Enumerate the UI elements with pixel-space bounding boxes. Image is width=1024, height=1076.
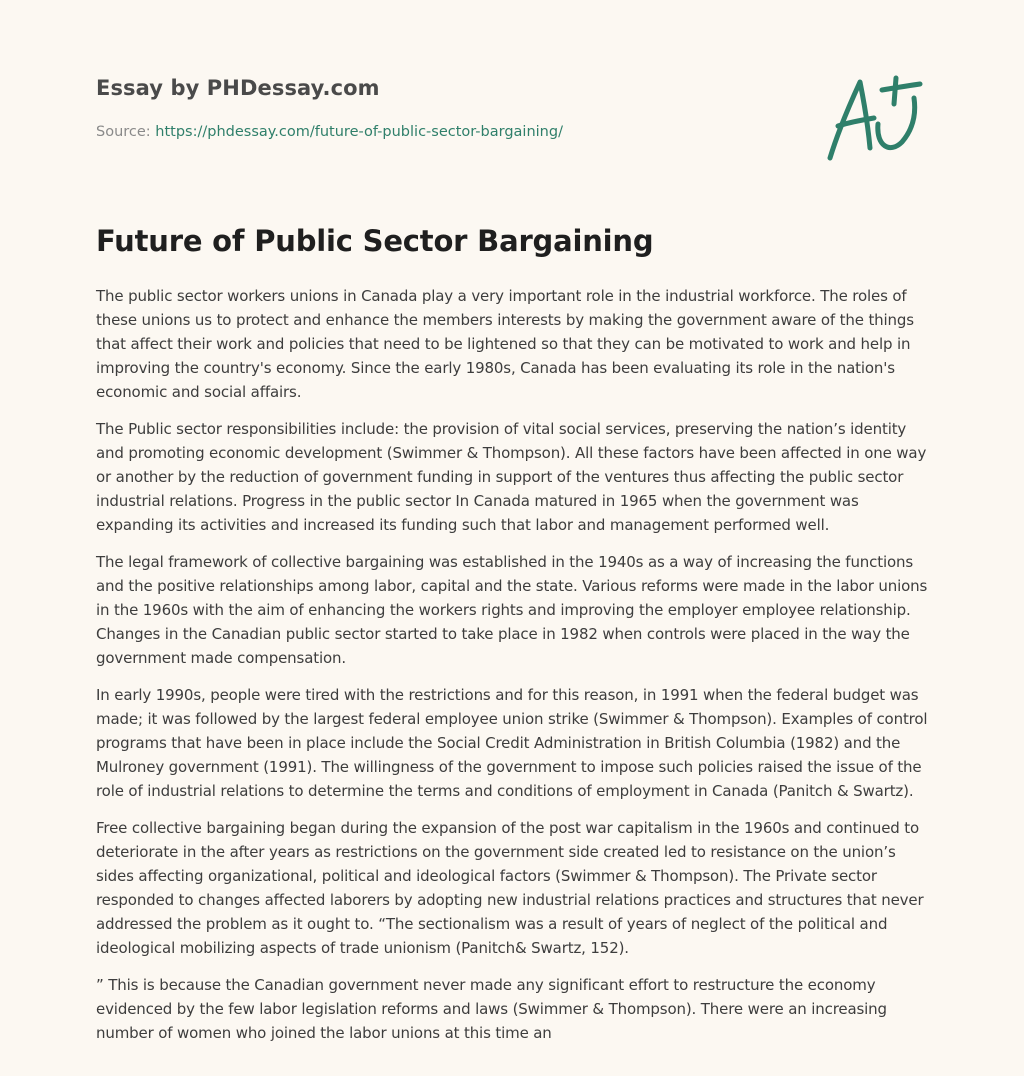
source-link[interactable]: https://phdessay.com/future-of-public-sector-bargaining/: [155, 124, 563, 140]
essay-paragraph: Free collective bargaining began during the expansion of the post war capitalism in the 1960s and continued to deteriorate in the after years as restrictions on the government side created led to resistance on the union’s sides affecting organizational, political and ideological factors (Swimmer & Thompson). The Private sector responded to changes affected laborers by adopting new industrial relations practices and structures that never addressed the problem as it ought to. “The sectionalism was a result of years of neglect of the political and ideological mobilizing aspects of trade unionism (Panitch& Swartz, 152).: [96, 819, 924, 957]
essay-paragraph: The Public sector responsibilities include: the provision of vital social services, preserving the nation’s identity and promoting economic development (Swimmer & Thompson). All these factors have been affected in one way or another by the reduction of government funding in support of the ventures thus affecting the public sector industrial relations. Progress in the public sector In Canada matured in 1965 when the government was expanding its activities and increased its funding such that labor and management performed well.: [96, 420, 927, 534]
essay-paragraph: In early 1990s, people were tired with the restrictions and for this reason, in 1991 when the federal budget was made; it was followed by the largest federal employee union strike (Swimmer & Thompson). Examples of control programs that have been in place include the Social Credit Administration in British Columbia (1982) and the Mulroney government (1991). The willingness of the government to impose such policies raised the issue of the role of industrial relations to determine the terms and conditions of employment in Canada (Panitch & Swartz).: [96, 686, 928, 800]
essay-paragraph: The public sector workers unions in Canada play a very important role in the industrial workforce. The roles of these unions us to protect and enhance the members interests by making the government aware of the things that affect their work and policies that need to be lightened so that they can be motivated to work and help in improving the country's economy. Since the early 1980s, Canada has been evaluating its role in the nation's economic and social affairs.: [96, 287, 914, 401]
source-label: Source:: [96, 124, 156, 140]
essay-body: [96, 284, 932, 1058]
a-plus-logo-icon: [824, 68, 928, 164]
essay-paragraph: The legal framework of collective bargaining was established in the 1940s as a way of increasing the functions and the positive relationships among labor, capital and the state. Various reforms were made in the labor unions in the 1960s with the aim of enhancing the workers rights and improving the employer employee relationship. Changes in the Canadian public sector started to take place in 1982 when controls were placed in the way the government made compensation.: [96, 553, 928, 667]
site-brand: Essay by PHDessay.com: [96, 76, 380, 100]
source-line: [96, 124, 563, 140]
essay-title: Future of Public Sector Bargaining: [96, 224, 654, 258]
essay-paragraph: ” This is because the Canadian government never made any significant effort to restructure the economy evidenced by the few labor legislation reforms and laws (Swimmer & Thompson). There were an increasing number of women who joined the labor unions at this time an: [96, 976, 887, 1042]
